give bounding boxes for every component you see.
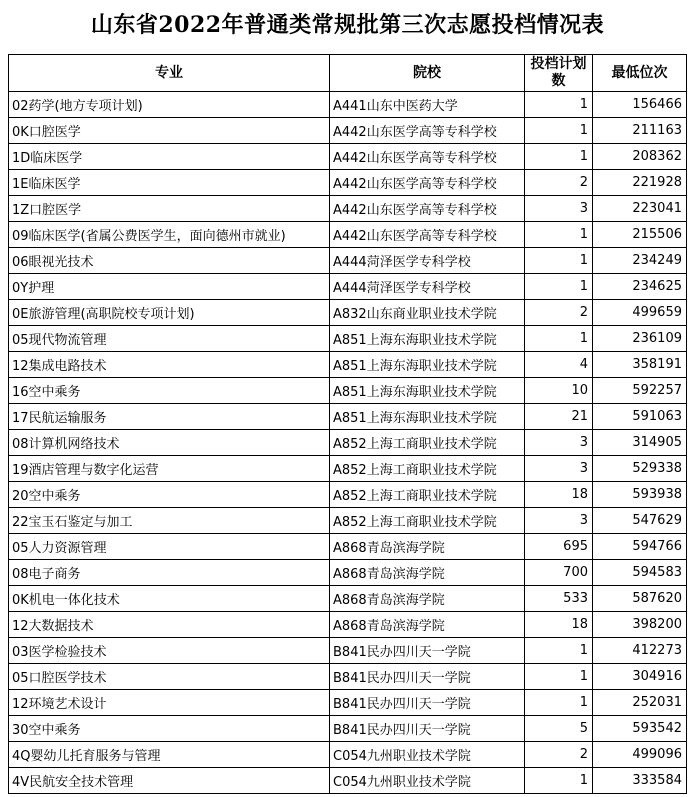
plan-count-cell: 3 (525, 430, 593, 456)
min-rank-cell: 221928 (593, 170, 687, 196)
major-cell: 05口腔医学技术 (9, 664, 330, 690)
plan-count-cell: 21 (525, 404, 593, 430)
min-rank-cell: 211163 (593, 118, 687, 144)
major-cell: 09临床医学(省属公费医学生，面向德州市就业) (9, 222, 330, 248)
school-cell: A852上海工商职业技术学院 (330, 430, 525, 456)
school-cell: A868青岛滨海学院 (330, 560, 525, 586)
min-rank-cell: 252031 (593, 690, 687, 716)
table-row (9, 274, 687, 300)
major-cell: 02药学(地方专项计划) (9, 92, 330, 118)
column-header-school: 院校 (330, 55, 525, 92)
school-cell: A851上海东海职业技术学院 (330, 326, 525, 352)
table-row (9, 508, 687, 534)
table-row (9, 430, 687, 456)
major-cell: 19酒店管理与数字化运营 (9, 456, 330, 482)
major-cell: 0Y护理 (9, 274, 330, 300)
plan-count-cell: 3 (525, 196, 593, 222)
school-cell: A442山东医学高等专科学校 (330, 118, 525, 144)
table-row (9, 170, 687, 196)
plan-count-cell: 4 (525, 352, 593, 378)
plan-count-cell: 1 (525, 222, 593, 248)
school-cell: B841民办四川天一学院 (330, 638, 525, 664)
school-cell: A442山东医学高等专科学校 (330, 170, 525, 196)
school-cell: A851上海东海职业技术学院 (330, 352, 525, 378)
table-row (9, 222, 687, 248)
table-body (9, 92, 687, 794)
table-row (9, 378, 687, 404)
table-row (9, 638, 687, 664)
major-cell: 06眼视光技术 (9, 248, 330, 274)
table-row (9, 742, 687, 768)
min-rank-cell: 587620 (593, 586, 687, 612)
major-cell: 12集成电路技术 (9, 352, 330, 378)
min-rank-cell: 529338 (593, 456, 687, 482)
min-rank-cell: 223041 (593, 196, 687, 222)
school-cell: A852上海工商职业技术学院 (330, 508, 525, 534)
plan-count-cell: 1 (525, 144, 593, 170)
plan-count-cell: 5 (525, 716, 593, 742)
table-row (9, 612, 687, 638)
plan-count-cell: 695 (525, 534, 593, 560)
plan-count-cell: 18 (525, 612, 593, 638)
school-cell: B841民办四川天一学院 (330, 690, 525, 716)
table-row (9, 352, 687, 378)
plan-count-cell: 700 (525, 560, 593, 586)
major-cell: 03医学检验技术 (9, 638, 330, 664)
table-row (9, 534, 687, 560)
school-cell: A868青岛滨海学院 (330, 612, 525, 638)
min-rank-cell: 594583 (593, 560, 687, 586)
major-cell: 08电子商务 (9, 560, 330, 586)
school-cell: A444菏泽医学专科学校 (330, 248, 525, 274)
page-title: 山东省2022年普通类常规批第三次志愿投档情况表 (90, 12, 605, 38)
plan-count-cell: 2 (525, 742, 593, 768)
major-cell: 4Q婴幼儿托育服务与管理 (9, 742, 330, 768)
table-row (9, 118, 687, 144)
table-row (9, 716, 687, 742)
plan-count-cell: 1 (525, 92, 593, 118)
table-row (9, 196, 687, 222)
school-cell: A852上海工商职业技术学院 (330, 456, 525, 482)
table-row (9, 482, 687, 508)
school-cell: C054九州职业技术学院 (330, 768, 525, 794)
major-cell: 17民航运输服务 (9, 404, 330, 430)
school-cell: A851上海东海职业技术学院 (330, 378, 525, 404)
major-cell: 4V民航安全技术管理 (9, 768, 330, 794)
column-header-plan: 投档计划数 (525, 55, 593, 92)
plan-count-cell: 2 (525, 300, 593, 326)
column-header-major: 专业 (9, 55, 330, 92)
min-rank-cell: 499659 (593, 300, 687, 326)
school-cell: A441山东中医药大学 (330, 92, 525, 118)
min-rank-cell: 234249 (593, 248, 687, 274)
min-rank-cell: 592257 (593, 378, 687, 404)
major-cell: 0K口腔医学 (9, 118, 330, 144)
plan-count-cell: 3 (525, 456, 593, 482)
table-row (9, 144, 687, 170)
plan-count-cell: 1 (525, 118, 593, 144)
min-rank-cell: 593938 (593, 482, 687, 508)
min-rank-cell: 499096 (593, 742, 687, 768)
school-cell: A851上海东海职业技术学院 (330, 404, 525, 430)
table-row (9, 300, 687, 326)
min-rank-cell: 398200 (593, 612, 687, 638)
plan-count-cell: 1 (525, 664, 593, 690)
min-rank-cell: 234625 (593, 274, 687, 300)
major-cell: 1E临床医学 (9, 170, 330, 196)
major-cell: 08计算机网络技术 (9, 430, 330, 456)
major-cell: 0E旅游管理(高职院校专项计划) (9, 300, 330, 326)
school-cell: A442山东医学高等专科学校 (330, 222, 525, 248)
table-row (9, 768, 687, 794)
major-cell: 05现代物流管理 (9, 326, 330, 352)
min-rank-cell: 412273 (593, 638, 687, 664)
table-row (9, 690, 687, 716)
min-rank-cell: 358191 (593, 352, 687, 378)
admission-table (8, 54, 687, 794)
plan-count-cell: 10 (525, 378, 593, 404)
min-rank-cell: 236109 (593, 326, 687, 352)
school-cell: A868青岛滨海学院 (330, 586, 525, 612)
school-cell: A832山东商业职业技术学院 (330, 300, 525, 326)
school-cell: B841民办四川天一学院 (330, 664, 525, 690)
school-cell: B841民办四川天一学院 (330, 716, 525, 742)
school-cell: A442山东医学高等专科学校 (330, 196, 525, 222)
table-row (9, 456, 687, 482)
table-row (9, 404, 687, 430)
table-row (9, 560, 687, 586)
school-cell: C054九州职业技术学院 (330, 742, 525, 768)
major-cell: 1Z口腔医学 (9, 196, 330, 222)
min-rank-cell: 594766 (593, 534, 687, 560)
plan-count-cell: 2 (525, 170, 593, 196)
plan-count-cell: 1 (525, 690, 593, 716)
major-cell: 12大数据技术 (9, 612, 330, 638)
min-rank-cell: 156466 (593, 92, 687, 118)
school-cell: A852上海工商职业技术学院 (330, 482, 525, 508)
table-row (9, 586, 687, 612)
min-rank-cell: 208362 (593, 144, 687, 170)
table-row (9, 326, 687, 352)
major-cell: 0K机电一体化技术 (9, 586, 330, 612)
major-cell: 16空中乘务 (9, 378, 330, 404)
major-cell: 12环境艺术设计 (9, 690, 330, 716)
min-rank-cell: 215506 (593, 222, 687, 248)
table-header-row (9, 55, 687, 92)
major-cell: 22宝玉石鉴定与加工 (9, 508, 330, 534)
min-rank-cell: 591063 (593, 404, 687, 430)
min-rank-cell: 333584 (593, 768, 687, 794)
min-rank-cell: 304916 (593, 664, 687, 690)
major-cell: 30空中乘务 (9, 716, 330, 742)
school-cell: A442山东医学高等专科学校 (330, 144, 525, 170)
major-cell: 05人力资源管理 (9, 534, 330, 560)
plan-count-cell: 18 (525, 482, 593, 508)
plan-count-cell: 1 (525, 638, 593, 664)
table-row (9, 664, 687, 690)
min-rank-cell: 547629 (593, 508, 687, 534)
plan-count-cell: 3 (525, 508, 593, 534)
min-rank-cell: 593542 (593, 716, 687, 742)
plan-count-cell: 533 (525, 586, 593, 612)
plan-count-cell: 1 (525, 248, 593, 274)
major-cell: 1D临床医学 (9, 144, 330, 170)
plan-count-cell: 1 (525, 274, 593, 300)
school-cell: A868青岛滨海学院 (330, 534, 525, 560)
school-cell: A444菏泽医学专科学校 (330, 274, 525, 300)
major-cell: 20空中乘务 (9, 482, 330, 508)
plan-count-cell: 1 (525, 326, 593, 352)
table-row (9, 92, 687, 118)
column-header-rank: 最低位次 (593, 55, 687, 92)
table-row (9, 248, 687, 274)
min-rank-cell: 314905 (593, 430, 687, 456)
plan-count-cell: 1 (525, 768, 593, 794)
